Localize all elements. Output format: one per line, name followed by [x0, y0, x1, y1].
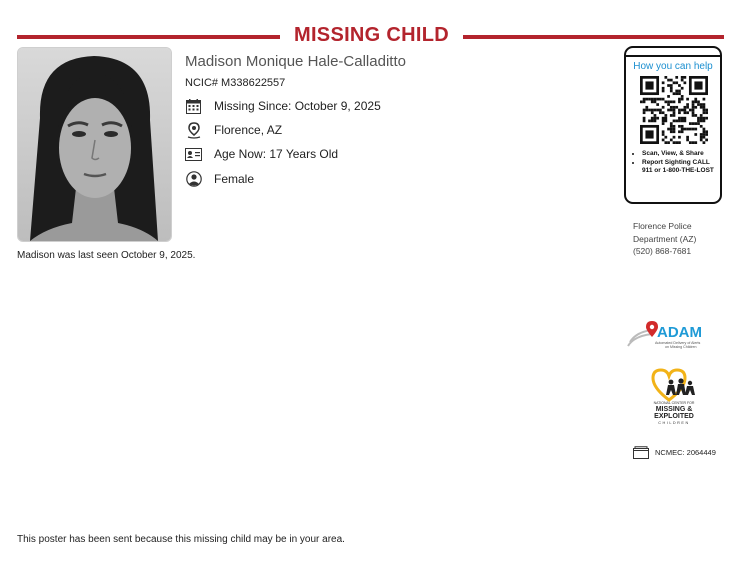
age-text: Age Now: 17 Years Old	[214, 147, 339, 161]
last-seen-text: Madison was last seen October 9, 2025.	[17, 250, 196, 261]
adam-logo	[626, 318, 720, 354]
case-number	[633, 446, 716, 459]
help-panel-phone	[624, 46, 722, 204]
ncmec-line: NATIONAL CENTER FOR	[653, 401, 695, 405]
footer-note: This poster has been sent because this missing child may be in your area.	[17, 534, 345, 545]
help-step: • Scan, View, & Share	[642, 150, 722, 159]
header-rule-right	[463, 35, 724, 39]
ncmec-line: EXPLOITED	[654, 413, 694, 420]
qr-code-icon[interactable]	[640, 76, 708, 144]
phone-notch	[626, 47, 720, 57]
sex-row	[185, 170, 254, 188]
ncmec-line: CHILDREN	[658, 421, 690, 425]
person-icon	[185, 171, 202, 188]
folder-icon	[633, 446, 649, 459]
missing-since-text: Missing Since: October 9, 2025	[214, 99, 381, 113]
adam-tagline: Automated Delivery of Alerts	[655, 341, 701, 345]
help-step: • Report Sighting CALL 911 or 1-800-THE-LOST	[642, 159, 722, 176]
location-pin-icon	[185, 122, 202, 139]
location-text: Florence, AZ	[214, 123, 283, 137]
adam-tagline: on Missing Children	[665, 345, 697, 349]
agency-name: Florence Police	[633, 221, 692, 231]
header-rule-left	[17, 35, 280, 39]
age-row	[185, 145, 338, 163]
ncmec-logo	[647, 368, 701, 428]
child-photo	[17, 47, 172, 242]
agency-contact	[633, 220, 696, 258]
location-row	[185, 121, 282, 139]
sex-text: Female	[214, 172, 255, 186]
ncic-number: NCIC# M338622557	[185, 77, 286, 89]
agency-phone: (520) 868-7681	[633, 246, 692, 256]
help-title: How you can help	[633, 61, 713, 72]
ncmec-line: MISSING &	[655, 406, 693, 413]
id-card-icon	[185, 146, 202, 163]
agency-dept: Department (AZ)	[633, 233, 697, 244]
case-id-text: NCMEC: 2064449	[655, 448, 716, 457]
adam-wordmark: ADAM	[657, 324, 702, 341]
missing-since-row	[185, 97, 381, 115]
help-steps	[628, 150, 722, 176]
child-name: Madison Monique Hale-Calladitto	[185, 53, 406, 70]
poster-title: MISSING CHILD	[293, 24, 449, 46]
calendar-icon	[185, 98, 202, 115]
